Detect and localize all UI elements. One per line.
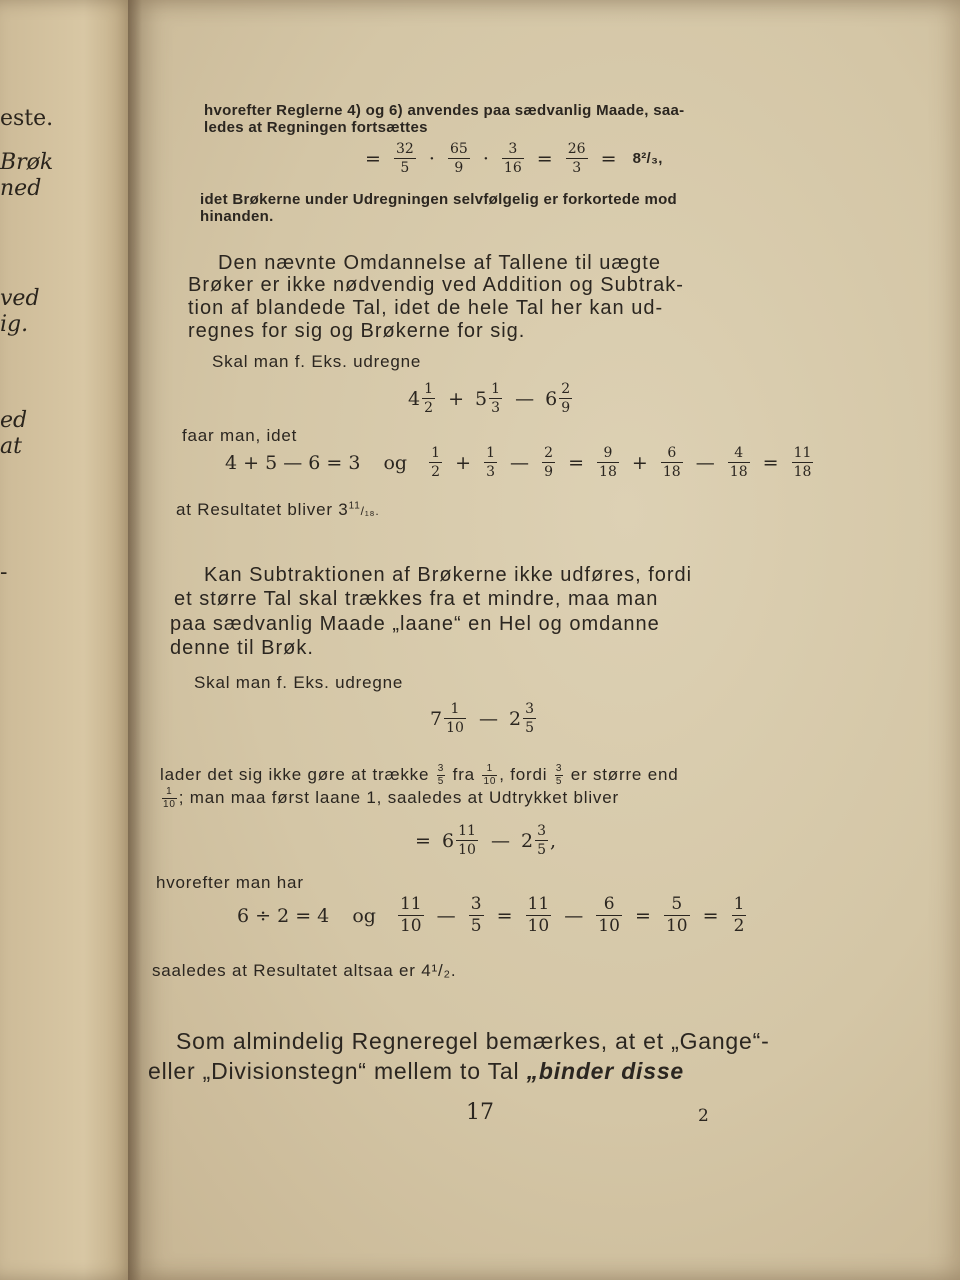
paragraph-line: Kan Subtraktionen af Brøkerne ikke udføres, fordi [204, 564, 693, 586]
left-fragment: ed [0, 408, 28, 433]
left-fragment: ned [0, 176, 42, 201]
paragraph-line: idet Brøkerne under Udregningen selvfølgelig er forkortede mod [200, 191, 678, 208]
paragraph-line: at Resultatet bliver $3^{11}/_{18}$. [176, 500, 380, 519]
paragraph-line: Den nævnte Omdannelse af Tallene til uægte [218, 252, 661, 274]
equation-3: 4 + 5 — 6 = 3 og $\frac{1}{2}$ + $\frac{1}{3}$ — $\frac{2}{9}$ = $\frac{9}{18}$ + $\frac{6}{18}$ — $\frac{4}{18}$ = $\frac{11}{18}$ [225, 445, 812, 480]
left-fragment: ig. [0, 312, 29, 337]
left-fragment: ved [0, 286, 40, 311]
left-fragment: - [0, 560, 8, 585]
paragraph-line: Skal man f. Eks. udregne [194, 673, 404, 692]
paragraph-line: $\frac{1}{10}$ ; man maa først laane 1, saaledes at Udtrykket bliver [163, 786, 619, 810]
paragraph-line: faar man, idet [182, 426, 298, 445]
left-fragment: este. [0, 106, 54, 131]
paragraph-line: denne til Brøk. [170, 637, 314, 659]
paragraph-line: Som almindelig Regneregel bemærkes, at et „Gange“- [176, 1028, 770, 1054]
book-page [128, 0, 960, 1280]
equation-4: 7 $\frac{1}{10}$ — 2 $\frac{3}{5}$ [430, 701, 535, 736]
paragraph-line: ledes at Regningen fortsættes [204, 119, 428, 136]
paragraph-line: eller „Divisionstegn“ mellem to Tal „binder disse [148, 1058, 685, 1084]
paragraph-line: hinanden. [200, 208, 274, 225]
left-fragment: Brøk [0, 150, 54, 175]
page-number: 17 [466, 1100, 494, 1125]
left-page [0, 0, 140, 1280]
page-gutter-shadow [128, 0, 142, 1280]
equation-6: 6 ÷ 2 = 4 og $\frac{11}{10}$ — $\frac{3}{5}$ = $\frac{11}{10}$ — $\frac{6}{10}$ = $\frac{5}{10}$ = $\frac{1}{2}$ [237, 894, 745, 936]
paragraph-line: hvorefter man har [156, 873, 304, 892]
paragraph-line: regnes for sig og Brøkerne for sig. [188, 320, 526, 342]
paragraph-line: paa sædvanlig Maade „laane“ en Hel og omdanne [170, 613, 660, 635]
left-fragment: at [0, 434, 22, 459]
signature-mark: 2 [698, 1106, 709, 1126]
paragraph-line: Brøker er ikke nødvendig ved Addition og Subtrak- [188, 274, 684, 296]
paragraph-line: lader det sig ikke gøre at trække $\frac{3}{5}$ fra $\frac{1}{10}$ , fordi $\frac{3}{5}$ er større end [160, 763, 679, 787]
paragraph-line: hvorefter Reglerne 4) og 6) anvendes paa sædvanlig Maade, saa- [204, 102, 685, 119]
paragraph-line: Skal man f. Eks. udregne [212, 352, 422, 371]
equation-2: 4 $\frac{1}{2}$ + 5 $\frac{1}{3}$ — 6 $\frac{2}{9}$ [408, 381, 571, 416]
paragraph-line: tion af blandede Tal, idet de hele Tal her kan ud- [188, 297, 664, 319]
equation-5: = 6 $\frac{11}{10}$ — 2 $\frac{3}{5}$ , [415, 823, 557, 858]
paragraph-line: et større Tal skal trækkes fra et mindre, maa man [174, 588, 659, 610]
equation-1: = $\frac{32}{5}$ · $\frac{65}{9}$ · $\frac{3}{16}$ = $\frac{26}{3}$ = 8²/₃, [365, 141, 663, 176]
page-content [128, 0, 960, 1280]
paragraph-line: saaledes at Resultatet altsaa er 4¹/₂. [152, 961, 457, 980]
